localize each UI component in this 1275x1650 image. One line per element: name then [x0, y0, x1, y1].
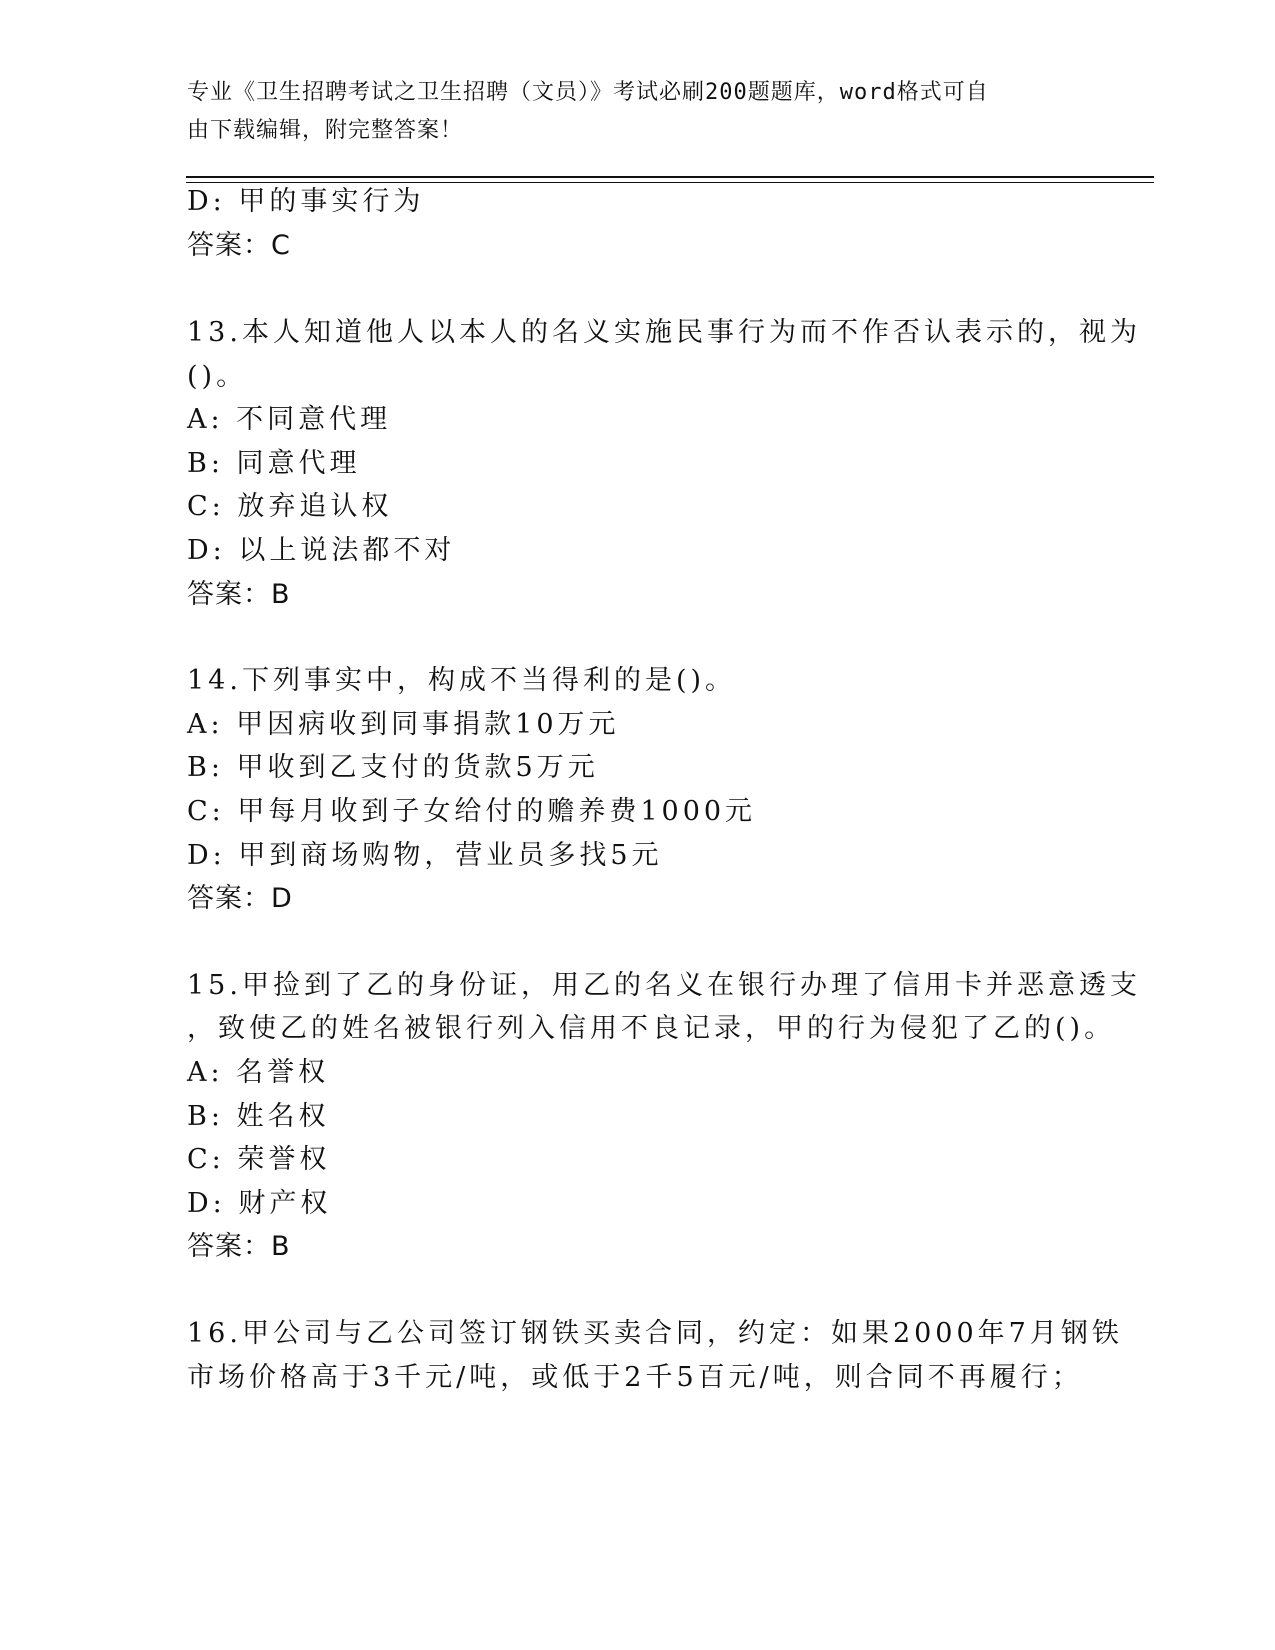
question-15-option-c: C: 荣誉权: [187, 1144, 331, 1175]
question-14-option-c: C: 甲每月收到子女给付的赡养费1000元: [187, 796, 757, 827]
question-15-answer: 答案：B: [187, 1231, 291, 1262]
question-13-option-b: B: 同意代理: [187, 448, 361, 479]
question-14-option-b: B: 甲收到乙支付的货款5万元: [187, 752, 599, 783]
document-header: [187, 74, 1067, 150]
question-13-stem-line-1: 13.本人知道他人以本人的名义实施民事行为而不作否认表示的，视为: [187, 317, 1141, 348]
header-divider: [186, 176, 1154, 178]
question-14-answer: 答案：D: [187, 883, 293, 914]
header-line-2: 由下载编辑，附完整答案！: [187, 118, 464, 143]
question-13-stem-line-2: ()。: [187, 361, 248, 392]
question-13-answer: 答案：B: [187, 579, 291, 610]
question-15-option-a: A: 名誉权: [187, 1057, 330, 1088]
question-14-option-a: A: 甲因病收到同事捐款10万元: [187, 709, 620, 740]
question-15-stem-line-2: ，致使乙的姓名被银行列入信用不良记录，甲的行为侵犯了乙的()。: [187, 1013, 1116, 1044]
question-14-stem-line-1: 14.下列事实中，构成不当得利的是()。: [187, 665, 737, 696]
answer: 答案：C: [187, 230, 291, 261]
question-15-option-d: D: 财产权: [187, 1188, 332, 1219]
question-16-stem-line-1: 16.甲公司与乙公司签订钢铁买卖合同，约定：如果2000年7月钢铁: [187, 1318, 1123, 1349]
question-16-stem-line-2: 市场价格高于3千元/吨，或低于2千5百元/吨，则合同不再履行；: [187, 1362, 1083, 1393]
question-15-option-b: B: 姓名权: [187, 1101, 330, 1132]
option-d: D: 甲的事实行为: [187, 186, 425, 217]
question-13-option-d: D: 以上说法都不对: [187, 535, 456, 566]
question-13-option-c: C: 放弃追认权: [187, 491, 393, 522]
question-14-option-d: D: 甲到商场购物，营业员多找5元: [187, 840, 663, 871]
header-divider-thin: [186, 182, 1154, 183]
question-15-stem-line-1: 15.甲捡到了乙的身份证，用乙的名义在银行办理了信用卡并恶意透支: [187, 970, 1141, 1001]
question-13-option-a: A: 不同意代理: [187, 404, 392, 435]
header-line-1: 专业《卫生招聘考试之卫生招聘（文员）》考试必刷200题题库，word格式可自: [187, 80, 989, 105]
